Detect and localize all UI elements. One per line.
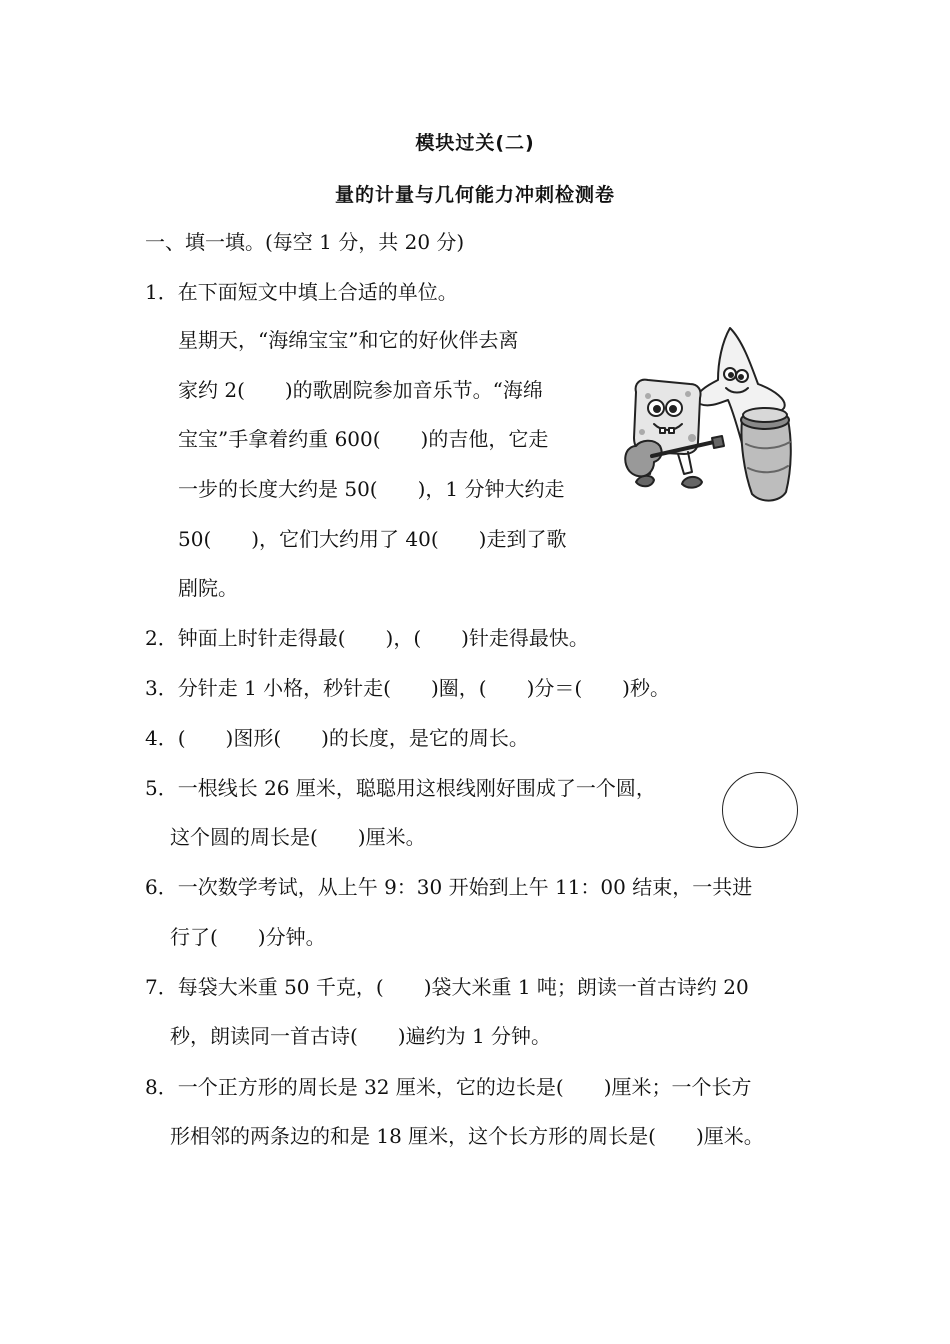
circle-figure	[722, 772, 798, 848]
question-3: 3．分针走 1 小格，秒针走( )圈，( )分＝( )秒。	[145, 676, 670, 700]
question-6-line-1: 6．一次数学考试，从上午 9：30 开始到上午 11：00 结束，一共进	[145, 875, 753, 899]
question-8-line-2: 形相邻的两条边的和是 18 厘米，这个长方形的周长是( )厘米。	[170, 1124, 764, 1148]
question-1-passage-line: 一步的长度大约是 50( )，1 分钟大约走	[178, 477, 565, 501]
module-title: 模块过关(二)	[415, 132, 535, 154]
question-5-line-2: 这个圆的周长是( )厘米。	[170, 825, 426, 849]
question-1-passage-line: 剧院。	[178, 576, 238, 600]
question-7-line-1: 7．每袋大米重 50 千克，( )袋大米重 1 吨；朗读一首古诗约 20	[145, 975, 749, 999]
question-1-passage-line: 星期天，“海绵宝宝”和它的好伙伴去离	[178, 328, 519, 352]
jar-drawing	[741, 420, 790, 501]
question-1-prompt: 1．在下面短文中填上合适的单位。	[145, 280, 458, 304]
cartoon-illustration	[618, 322, 816, 518]
question-2: 2．钟面上时针走得最( )，( )针走得最快。	[145, 626, 589, 650]
guitar-drawing	[625, 441, 661, 477]
section-heading: 一、填一填。(每空 1 分，共 20 分)	[145, 230, 465, 254]
worksheet-subtitle: 量的计量与几何能力冲刺检测卷	[334, 184, 615, 206]
question-1-passage-line: 家约 2( )的歌剧院参加音乐节。“海绵	[178, 378, 543, 402]
question-1-passage-line: 50( )，它们大约用了 40( )走到了歌	[178, 527, 567, 551]
question-4: 4．( )图形( )的长度，是它的周长。	[145, 726, 529, 750]
question-6-line-2: 行了( )分钟。	[170, 925, 326, 949]
question-5-line-1: 5．一根线长 26 厘米，聪聪用这根线刚好围成了一个圆，	[145, 776, 656, 800]
question-8-line-1: 8．一个正方形的周长是 32 厘米，它的边长是( )厘米；一个长方	[145, 1075, 752, 1099]
question-1-passage-line: 宝宝”手拿着约重 600( )的吉他，它走	[178, 427, 549, 451]
question-7-line-2: 秒，朗读同一首古诗( )遍约为 1 分钟。	[170, 1024, 552, 1048]
